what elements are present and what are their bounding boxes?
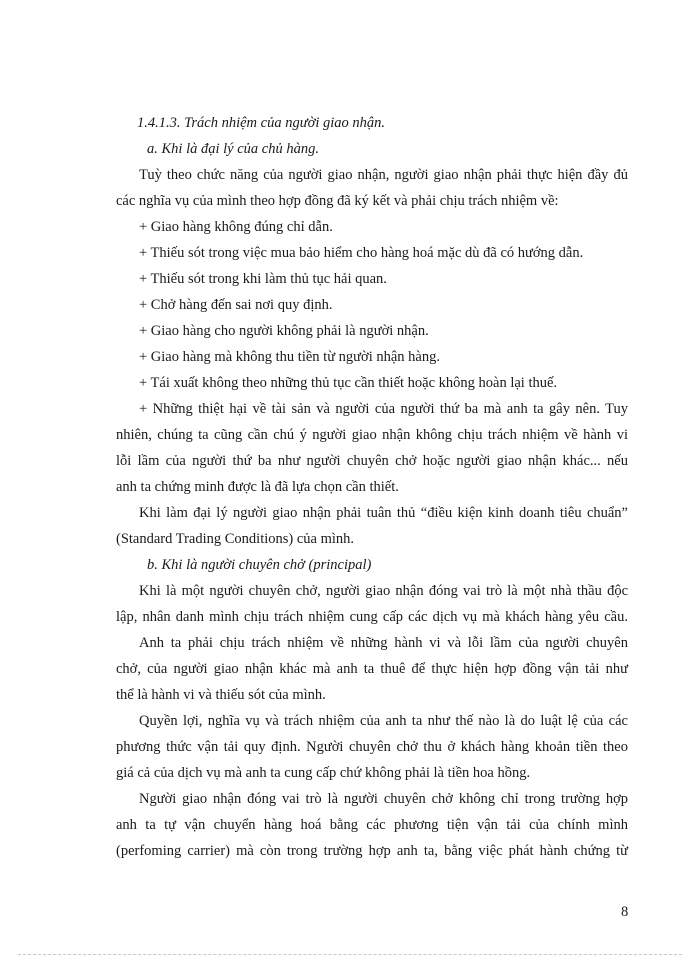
paragraph-line: anh ta tự vận chuyển hàng hoá bằng các phương tiện vận tải của chính mình: [116, 817, 628, 833]
bullet-item: + Giao hàng mà không thu tiền từ người nhận hàng.: [139, 349, 440, 365]
bullet-item: + Thiếu sót trong việc mua bảo hiểm cho hàng hoá mặc dù đã có hướng dẫn.: [139, 245, 584, 261]
paragraph-line: (perfoming carrier) mà còn trong trường hợp anh ta, bằng việc phát hành chứng từ: [116, 843, 628, 859]
paragraph-line: Người giao nhận đóng vai trò là người chuyên chở không chỉ trong trường hợp: [139, 791, 628, 807]
page-number: 8: [621, 904, 629, 920]
paragraph-line: chở, của người giao nhận khác mà anh ta thuê để thực hiện hợp đồng vận tải như: [116, 661, 628, 677]
bullet-item: + Chở hàng đến sai nơi quy định.: [139, 297, 333, 313]
paragraph-line: phương thức vận tải quy định. Người chuyên chở thu ở khách hàng khoản tiền theo: [116, 739, 628, 755]
paragraph-line: lập, nhân danh mình chịu trách nhiệm cung cấp các dịch vụ mà khách hàng yêu cầu.: [116, 609, 628, 625]
section-heading: 1.4.1.3. Trách nhiệm của người giao nhận.: [137, 115, 386, 131]
page-divider: [18, 954, 682, 955]
paragraph-line: nhiên, chúng ta cũng cần chú ý người giao nhận không chịu trách nhiệm về hành vi: [116, 427, 628, 443]
bullet-item: + Giao hàng cho người không phải là người nhận.: [139, 323, 429, 339]
paragraph-line: Anh ta phải chịu trách nhiệm về những hành vi và lỗi lầm của người chuyên: [139, 635, 628, 651]
paragraph-line: giá cả của dịch vụ mà anh ta cung cấp chứ không phải là tiền hoa hồng.: [116, 765, 531, 781]
bullet-item: + Giao hàng không đúng chỉ dẫn.: [139, 219, 333, 235]
paragraph-line: Tuỳ theo chức năng của người giao nhận, người giao nhận phải thực hiện đầy đủ: [139, 167, 628, 183]
paragraph-line: + Những thiệt hại về tài sản và người của người thứ ba mà anh ta gây nên. Tuy: [139, 401, 628, 417]
paragraph-line: thể là hành vi và thiếu sót của mình.: [116, 687, 326, 703]
paragraph-line: Quyền lợi, nghĩa vụ và trách nhiệm của anh ta như thế nào là do luật lệ của các: [139, 713, 628, 729]
subheading-carrier: b. Khi là người chuyên chở (principal): [147, 557, 372, 573]
paragraph-line: anh ta chứng minh được là đã lựa chọn cần thiết.: [116, 479, 399, 495]
paragraph-line: Khi làm đại lý người giao nhận phải tuân thủ “điều kiện kinh doanh tiêu chuẩn”: [139, 505, 628, 521]
paragraph-line: các nghĩa vụ của mình theo hợp đồng đã ký kết và phải chịu trách nhiệm về:: [116, 193, 559, 209]
paragraph-line: Khi là một người chuyên chở, người giao nhận đóng vai trò là một nhà thầu độc: [139, 583, 628, 599]
bullet-item: + Thiếu sót trong khi làm thủ tục hải quan.: [139, 271, 387, 287]
paragraph-line: lỗi lầm của người thứ ba như người chuyên chở hoặc người giao nhận khác... nếu: [116, 453, 628, 469]
paragraph-line: (Standard Trading Conditions) của mình.: [116, 531, 355, 547]
subheading-agent: a. Khi là đại lý của chủ hàng.: [147, 141, 319, 157]
bullet-item: + Tái xuất không theo những thủ tục cần thiết hoặc không hoàn lại thuế.: [139, 375, 558, 391]
